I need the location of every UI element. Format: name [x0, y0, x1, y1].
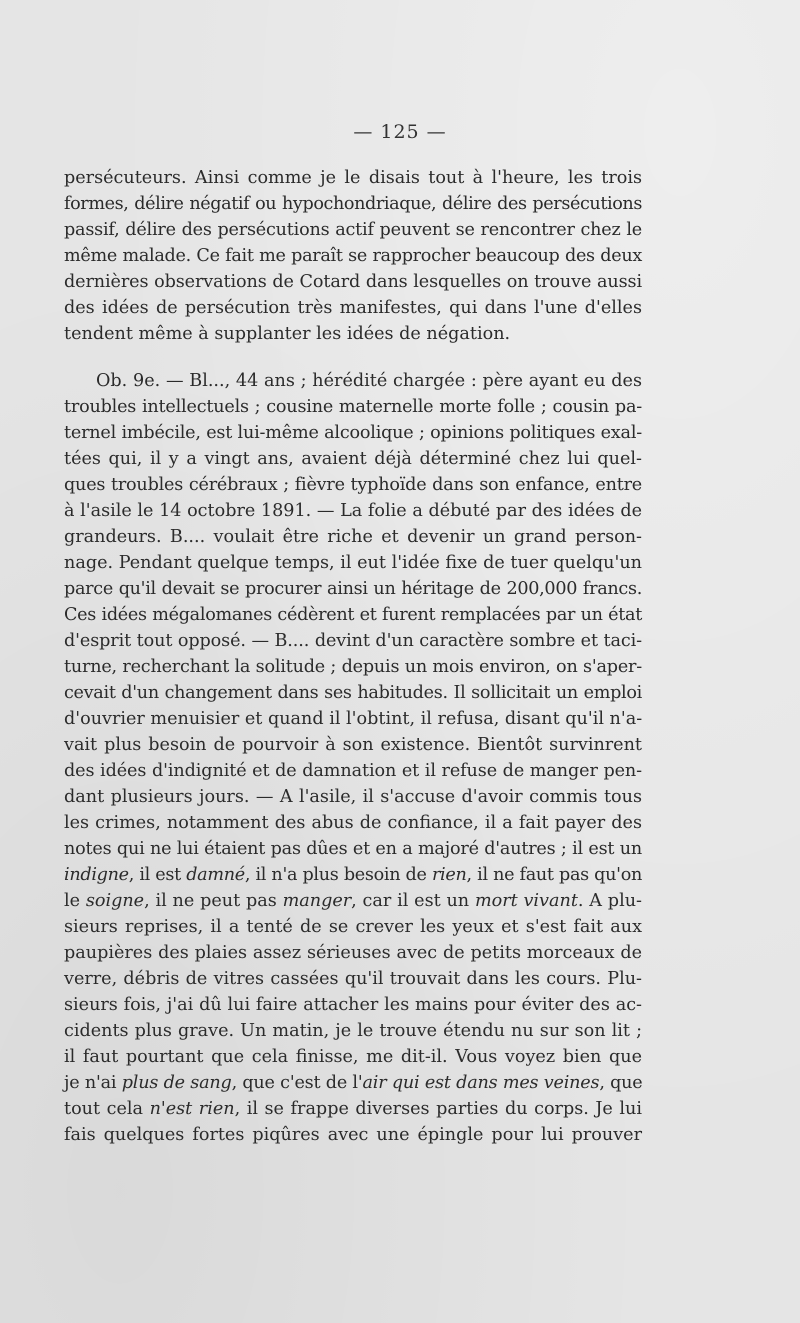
text-segment: , il se frappe diverses parties du corps. Je lui [234, 1099, 642, 1119]
text-segment: . A plu- [577, 891, 642, 911]
text-line: sieurs reprises, il a tenté de se crever les yeux et s'est fait aux [64, 917, 642, 937]
text-line: paupières des plaies assez sérieuses avec de petits morceaux de [64, 943, 642, 963]
italic-word: soigne [85, 891, 145, 911]
text-line: d'ouvrier menuisier et quand il l'obtint, il refusa, disant qu'il n'a- [64, 709, 643, 729]
text-line: parce qu'il devait se procurer ainsi un héritage de 200,000 francs. [64, 579, 642, 599]
italic-word: mort vivant [474, 891, 578, 911]
page-number: — 125 — [353, 121, 447, 143]
italic-word: rien [431, 865, 467, 885]
text-segment: , il n'a plus besoin de [244, 865, 432, 885]
text-line: tées qui, il y a vingt ans, avaient déjà déterminé chez lui quel- [64, 449, 642, 469]
text-line: Ces idées mégalomanes cédèrent et furent remplacées par un état [64, 605, 642, 625]
text-line: notes qui ne lui étaient pas dûes et en a majoré d'autres ; il est un [64, 839, 642, 859]
italic-word: damné [186, 865, 245, 885]
text-line: cevait d'un changement dans ses habitudes. Il sollicitait un emploi [64, 683, 642, 703]
text-segment: tout cela [64, 1099, 150, 1119]
italic-word: plus de sang [121, 1073, 232, 1093]
text-line: nage. Pendant quelque temps, il eut l'idée fixe de tuer quelqu'un [64, 553, 642, 573]
body-text [64, 165, 642, 1148]
text-line: formes, délire négatif ou hypochondriaque, délire des persécutions [64, 194, 642, 214]
text-line: des idées de persécution très manifestes, qui dans l'une d'elles [64, 298, 642, 318]
text-segment: , il est [128, 865, 187, 885]
text-segment: je n'ai [64, 1073, 122, 1093]
text-line: à l'asile le 14 octobre 1891. — La folie a débuté par des idées de [64, 501, 642, 521]
text-line: passif, délire des persécutions actif peuvent se rencontrer chez le [64, 220, 642, 240]
text-segment: , que c'est de l' [231, 1073, 363, 1093]
text-line: il faut pourtant que cela finisse, me dit-il. Vous voyez bien que [64, 1047, 642, 1067]
italic-word: manger [282, 891, 352, 911]
paragraph-gap [64, 347, 642, 368]
text-segment: , car il est un [351, 891, 475, 911]
text-line-indigne [64, 862, 642, 888]
text-segment: le [64, 891, 86, 911]
italic-word: n'est rien [149, 1099, 235, 1119]
text-line: verre, débris de vitres cassées qu'il trouvait dans les cours. Plu- [64, 969, 642, 989]
text-line: cidents plus grave. Un matin, je le trouve étendu nu sur son lit ; [64, 1021, 642, 1041]
text-line: sieurs fois, j'ai dû lui faire attacher les mains pour éviter des ac- [64, 995, 642, 1015]
text-line: ternel imbécile, est lui-même alcoolique ; opinions politiques exal- [64, 423, 642, 443]
text-line-sang [64, 1070, 642, 1096]
text-line: troubles intellectuels ; cousine maternelle morte folle ; cousin pa- [64, 397, 642, 417]
text-line: des idées d'indignité et de damnation et il refuse de manger pen- [64, 761, 642, 781]
text-line: turne, recherchant la solitude ; depuis un mois environ, on s'aper- [64, 657, 642, 677]
text-segment: , que [599, 1073, 643, 1093]
text-line-soigne [64, 888, 642, 914]
text-line: persécuteurs. Ainsi comme je le disais tout à l'heure, les trois [64, 168, 642, 188]
italic-word: indigne [64, 865, 129, 885]
text-line: dant plusieurs jours. — A l'asile, il s'accuse d'avoir commis tous [64, 787, 642, 807]
text-segment: , il ne peut pas [144, 891, 283, 911]
italic-word: air qui est dans mes veines [362, 1073, 600, 1093]
text-line: ques troubles cérébraux ; fièvre typhoïde dans son enfance, entre [64, 475, 642, 495]
text-line: grandeurs. B.... voulait être riche et devenir un grand person- [64, 527, 642, 547]
text-line: dernières observations de Cotard dans lesquelles on trouve aussi [64, 272, 642, 292]
text-line: vait plus besoin de pourvoir à son existence. Bientôt survinrent [64, 735, 642, 755]
text-line: fais quelques fortes piqûres avec une épingle pour lui prouver [64, 1125, 642, 1145]
text-line: tendent même à supplanter les idées de négation. [64, 324, 511, 344]
text-segment: , il ne faut pas qu'on [466, 865, 643, 885]
text-line-rien [64, 1096, 642, 1122]
text-line: même malade. Ce fait me paraît se rapprocher beaucoup des deux [64, 246, 642, 266]
text-line: Ob. 9e. — Bl..., 44 ans ; hérédité chargée : père ayant eu des [96, 371, 642, 391]
text-line: d'esprit tout opposé. — B.... devint d'un caractère sombre et taci- [64, 631, 642, 651]
text-line: les crimes, notamment des abus de confiance, il a fait payer des [64, 813, 642, 833]
